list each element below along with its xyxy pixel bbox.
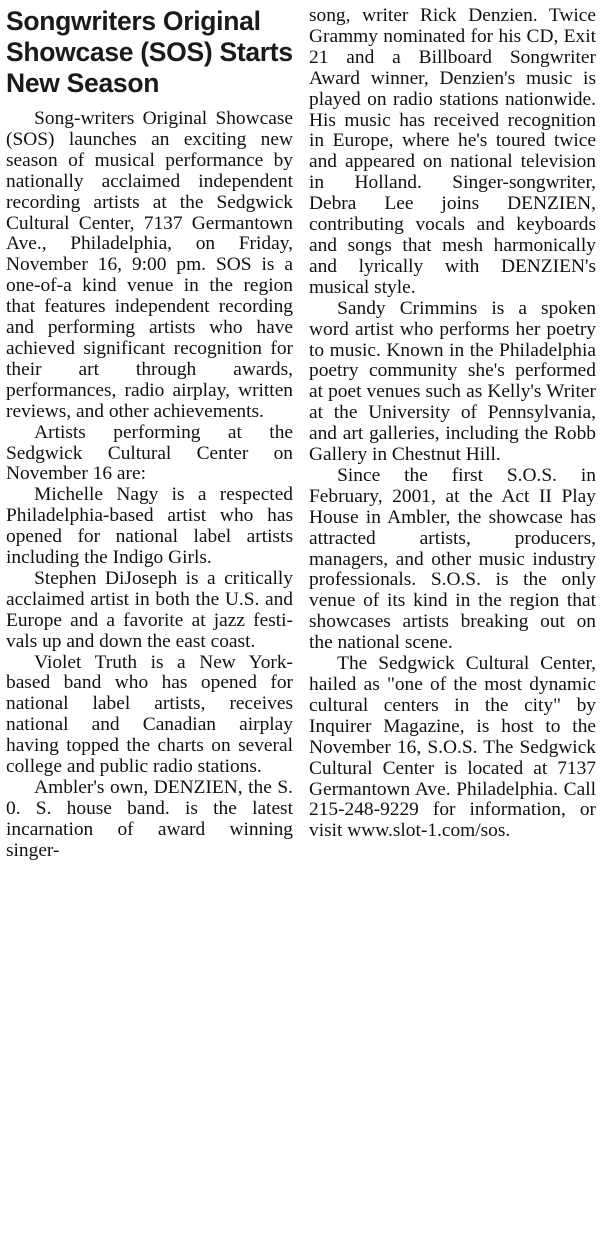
paragraph-denzien-start: Ambler's own, DENZIEN, the S. 0. S. house band. is the latest incarnation of award winning singer- (6, 777, 293, 861)
paragraph-sandy-crimmins: Sandy Crimmins is a spoken word artist who performs her poetry to music. Known in the Philadelphia poetry community she's performed at poet venues such as Kelly's Writer at the University of Pennsylvania, and art galleries, including the Robb Gallery in Chestnut Hill. (309, 297, 596, 466)
paragraph-history: Since the first S.O.S. in February, 2001, at the Act II Play House in Ambler, the showcase has attracted artists, producers, managers, and other music industry professionals. S.O.S. is the only venue of its kind in the region that showcases artists breaking out on the national scene. (309, 464, 596, 654)
paragraph-denzien-continued: song, writer Rick Denzien. Twice Grammy nominated for his CD, Exit 21 and a Billboard Songwriter Award winner, Denzien's music is played on radio stations nationwide. His music has received recognition in Europe, where he's toured twice and appeared on national television in Holland. Singer-songwriter, Debra Lee joins DENZIEN, contributing vocals and keyboards and songs that mesh harmonically and lyrically with DENZIEN's musical style. (309, 5, 596, 298)
paragraph-intro: Song-writers Original Showcase (SOS) launches an exciting new season of musical performance by nationally acclaimed independent recording artists at the Sedgwick Cultural Center, 7137 Germantown Ave., Philadelphia, on Friday, November 16, 9:00 pm. SOS is a one-of-a kind venue in the region that features independent recording and performing artists who have achieved significant recognition for their art through awards, performances, radio airplay, written reviews, and other achievements. (6, 108, 293, 422)
paragraph-venue-info: The Sedgwick Cultural Center, hailed as "one of the most dynamic cultural centers in the city" by Inquirer Magazine, is host to the November 16, S.O.S. The Sedgwick Cultural Center is located at 7137 Germantown Ave. Philadelphia. Call 215-248-9229 for information, or visit www.slot-1.com/sos. (309, 653, 596, 842)
paragraph-michelle-nagy: Michelle Nagy is a respected Philadelphia-based artist who has opened for national label artists including the Indigo Girls. (6, 484, 293, 569)
right-column (309, 6, 596, 1237)
left-column (6, 6, 293, 1237)
right-column-body (309, 6, 596, 842)
article-headline: Songwriters Original Showcase (SOS) Starts New Season (6, 6, 293, 98)
paragraph-violet-truth: Violet Truth is a New York- based band who has opened for national label artists, receives national and Canadian airplay having topped the charts on several college and public radio stations. (6, 651, 293, 778)
paragraph-stephen-dijoseph: Stephen DiJoseph is a critically acclaimed artist in both the U.S. and Europe and a favorite at jazz festivals up and down the east coast. (6, 567, 293, 652)
left-column-body (6, 109, 293, 862)
paragraph-artists-intro: Artists performing at the Sedgwick Cultural Center on November 16 are: (6, 421, 293, 485)
